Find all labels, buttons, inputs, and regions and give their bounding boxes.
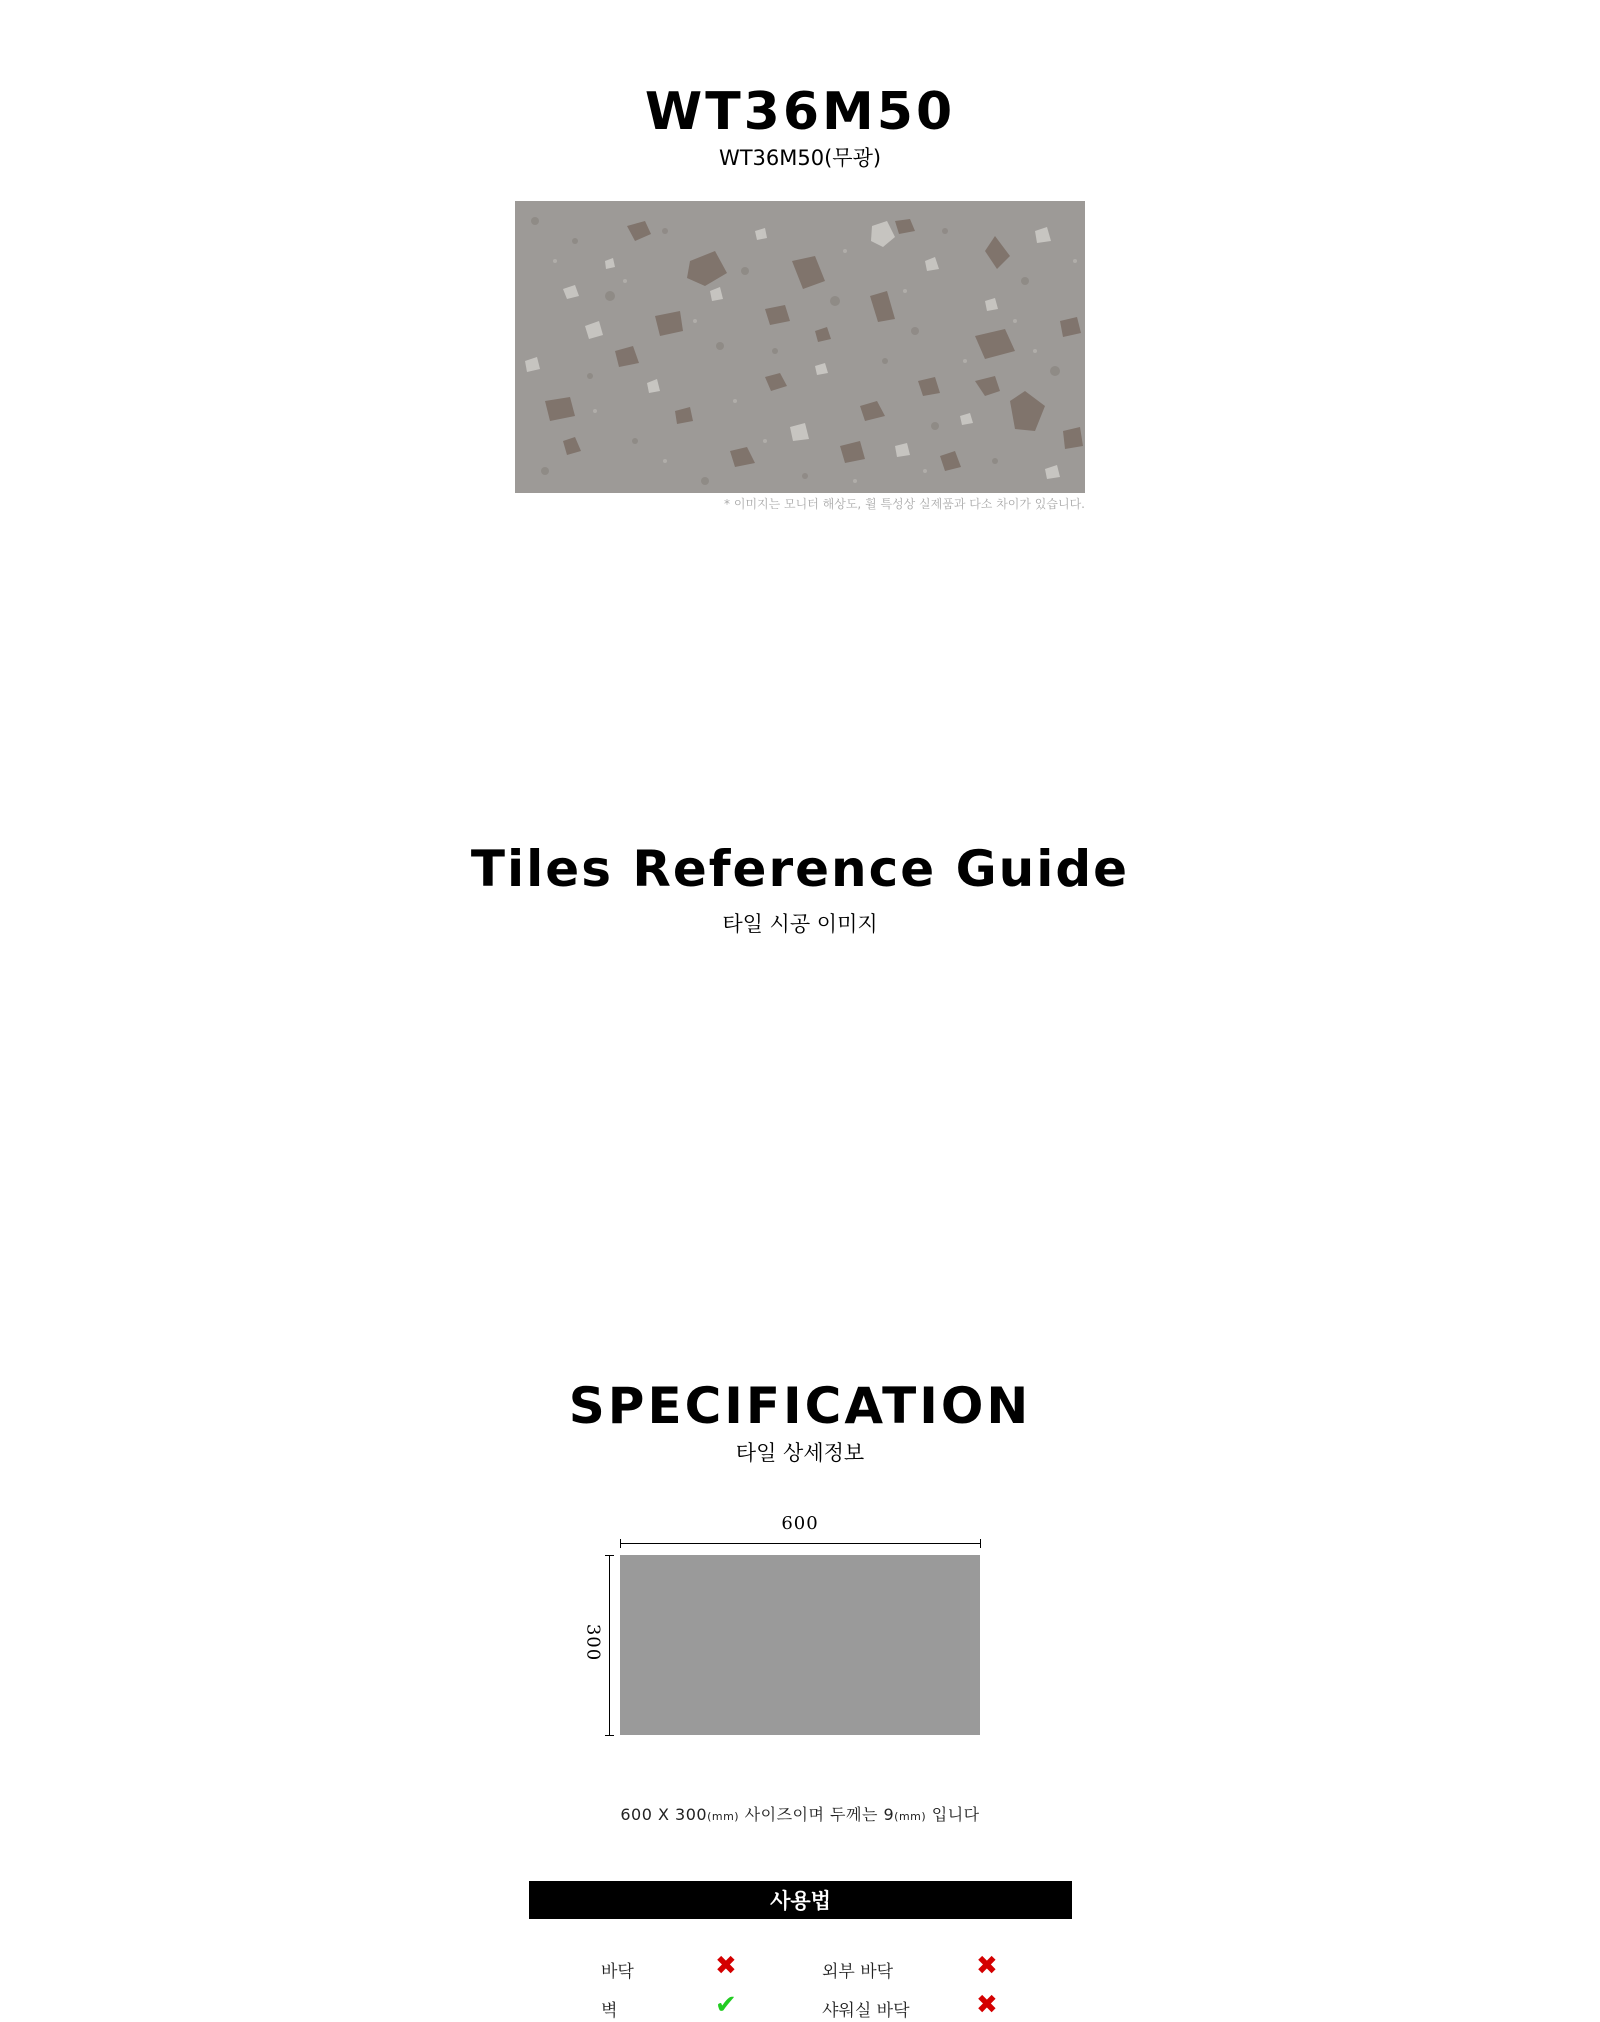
usage-header (529, 1881, 1072, 1919)
usage-wall-label: 벽 (601, 2001, 618, 2021)
product-title: WT36M50 (644, 82, 956, 142)
guide-subtitle: 타일 시공 이미지 (722, 912, 878, 936)
spec-title: SPECIFICATION (568, 1377, 1032, 1435)
height-tick-bottom (605, 1735, 614, 1736)
tile-size-diagram (620, 1555, 980, 1735)
cross-icon: ✖ (976, 1951, 998, 1981)
spec-subtitle: 타일 상세정보 (735, 1441, 865, 1465)
thickness-unit: (mm) (894, 1810, 927, 1823)
usage-header-label: 사용법 (770, 1889, 831, 1913)
guide-title: Tiles Reference Guide (470, 840, 1130, 898)
usage-exterior-floor-label: 외부 바닥 (822, 1962, 894, 1982)
width-dimension-label: 600 (781, 1513, 819, 1534)
tile-texture (515, 201, 1085, 493)
size-main: 600 X 300 (620, 1805, 708, 1824)
usage-floor-label: 바닥 (601, 1962, 634, 1982)
size-unit: (mm) (707, 1810, 740, 1823)
height-tick-top (605, 1555, 614, 1556)
product-subtitle: WT36M50(무광) (718, 146, 882, 170)
cross-icon: ✖ (976, 1990, 998, 2020)
usage-shower-floor-label: 샤워실 바닥 (822, 2001, 910, 2021)
cross-icon: ✖ (715, 1951, 737, 1981)
size-mid: 사이즈이며 두께는 9 (739, 1805, 895, 1824)
width-dimension-line (620, 1543, 980, 1544)
image-disclaimer: * 이미지는 모니터 해상도, 휠 특성상 실제품과 다소 차이가 있습니다. (724, 497, 1085, 511)
size-end: 입니다 (926, 1805, 980, 1824)
width-tick-left (620, 1539, 621, 1548)
check-icon: ✔ (715, 1990, 737, 2020)
size-description (0, 1802, 1600, 1825)
width-tick-right (980, 1539, 981, 1548)
height-dimension-label: 300 (582, 1623, 604, 1662)
height-dimension-line (609, 1555, 610, 1735)
tile-image (515, 201, 1085, 493)
